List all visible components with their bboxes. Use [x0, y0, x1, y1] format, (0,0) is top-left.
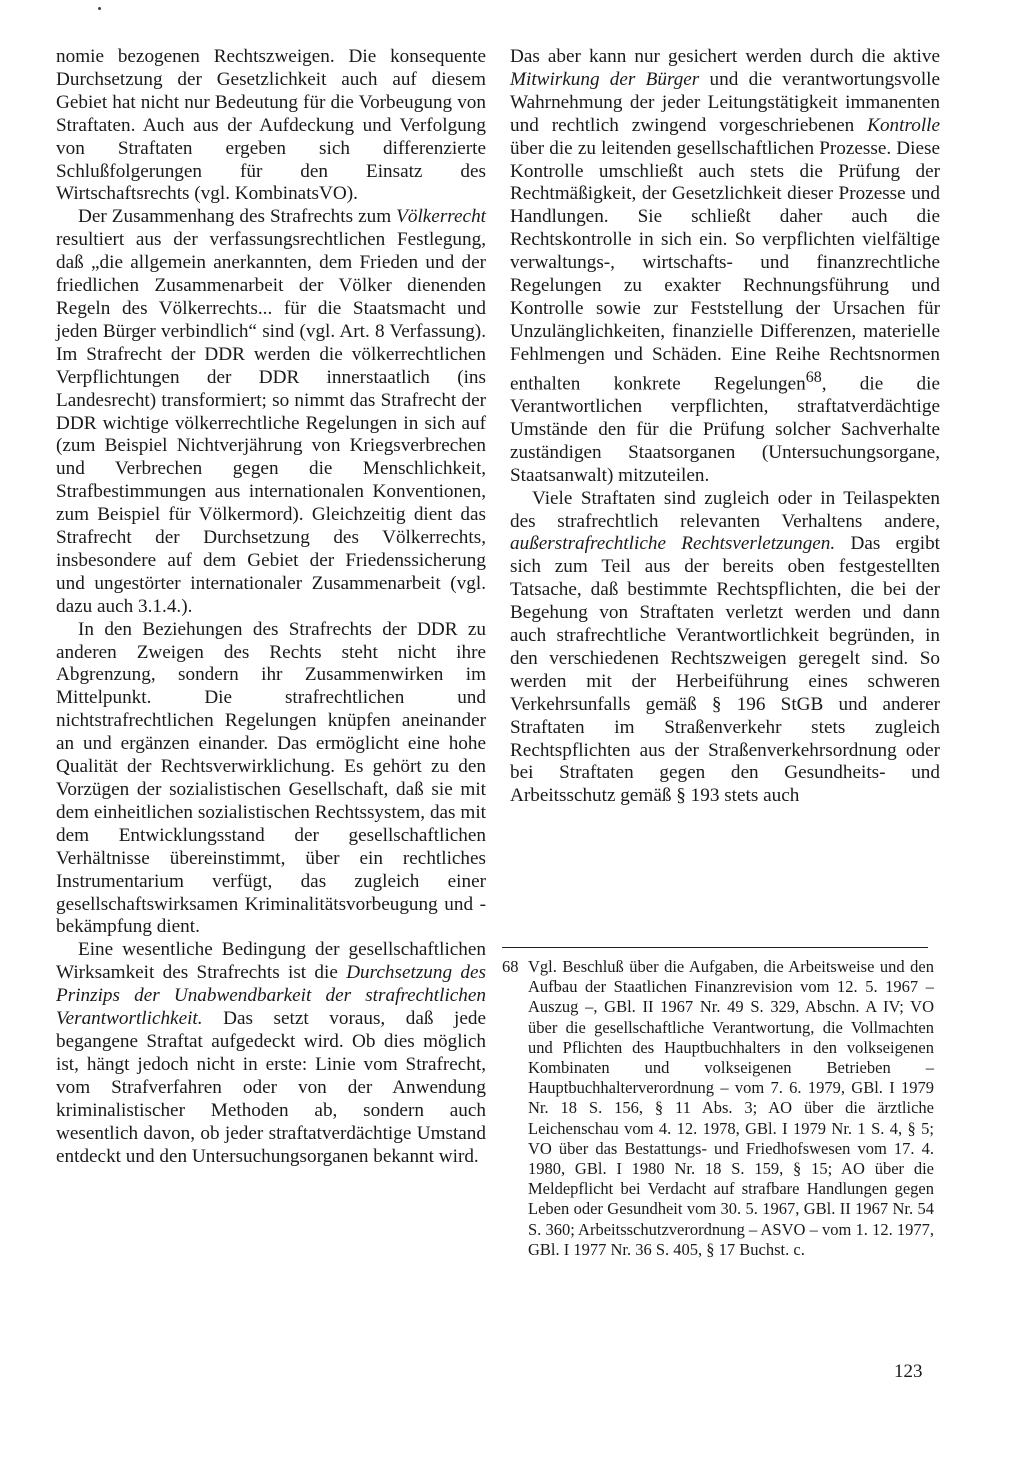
paragraph: In den Beziehungen des Strafrechts der DDR zu anderen Zweigen des Rechts steht nicht ihre Abgrenzung, sondern ihr Zusammenwirken im Mittelpunkt. Die strafrechtlichen und nichtstrafrechtlichen Regelungen knüpfen aneinander an und ergänzen einander. Das ermöglicht eine hohe Qualität der Rechtsverwirklichung. Es gehört zu den Vorzügen der sozialistischen Gesellschaft, daß sie mit dem einheitlichen sozialistischen Rechtssystem, das mit dem Entwicklungsstand der gesellschaftlichen Verhältnisse übereinstimmt, über ein rechtliches Instrumentarium verfügt, das zugleich einer gesellschaftswirksamen Kriminalitätsvorbeugung und -bekämpfung dient.: [56, 618, 486, 938]
footnote-reference[interactable]: 68: [805, 368, 822, 386]
footnote-number: 68: [502, 957, 519, 976]
text-run: Viele Straftaten sind zugleich oder in Teilaspekten des strafrechtlich relevanten Verhaltens andere,: [510, 487, 940, 532]
footnote: [502, 957, 934, 1260]
paragraph: nomie bezogenen Rechtszweigen. Die konsequente Durchsetzung der Gesetzlichkeit auch auf diesem Gebiet hat nicht nur Bedeutung für die Vorbeugung von Straftaten. Auch aus der Aufdeckung und Verfolgung von Straftaten ergeben sich differenzierte Schlußfolgerungen für den Einsatz des Wirtschaftsrechts (vgl. KombinatsVO).: [56, 46, 486, 205]
footnote-divider: [502, 947, 928, 948]
paragraph: [56, 206, 486, 618]
emphasis: Völkerrecht: [396, 206, 486, 228]
emphasis: Durchsetzung des Prinzips der Unabwendbarkeit der strafrechtlichen Verantwortlichkeit.: [56, 962, 486, 1030]
page-number: 123: [894, 1361, 923, 1382]
text-run: Eine wesentliche Bedingung der gesellschaftlichen Wirksamkeit des Strafrechts ist die: [56, 939, 486, 984]
emphasis: Kontrolle: [867, 114, 940, 136]
text-run: resultiert aus der verfassungsrechtlichen Festlegung, daß „die allgemein anerkannten, dem Frieden und der friedlichen Zusammenarbeit der Völker dienenden Regeln des Völkerrechts... für die Staatsmacht und jeden Bürger verbindlich“ sind (vgl. Art. 8 Verfassung). Im Strafrecht der DDR werden die völkerrechtlichen Verpflichtungen der DDR innerstaatlich (ins Landesrecht) transformiert; so nimmt das Strafrecht der DDR wichtige völkerrechtliche Regelungen in sich auf (zum Beispiel Nichtverjährung von Kriegsverbrechen und Verbrechen gegen die Menschlichkeit, Strafbestimmungen aus internationalen Konventionen, zum Beispiel für Völkermord). Gleichzeitig dient das Strafrecht der Durchsetzung des Völkerrechts, insbesondere auf dem Gebiet der Friedenssicherung und ungestörter internationaler Zusammenarbeit (vgl. dazu auch 3.1.4.).: [56, 229, 486, 617]
text-run: Das ergibt sich zum Teil aus der bereits oben festgestellten Tatsache, daß bestimmte Rechtspflichten, die bei der Begehung von Straftaten verletzt werden und dann auch strafrechtliche Verantwortlichkeit begründen, in den verschiedenen Rechtszweigen geregelt sind. So werden mit der Herbeiführung eines schweren Verkehrsunfalls gemäß § 196 StGB und anderer Straftaten im Straßenverkehr stets zugleich Rechtspflichten aus der Straßenverkehrsordnung oder bei Straftaten gegen den Gesundheits- und Arbeitsschutz gemäß § 193 stets auch: [510, 533, 940, 807]
scan-speck: [98, 7, 101, 10]
paragraph: [510, 46, 940, 488]
text-run: Der Zusammenhang des Strafrechts zum: [78, 206, 397, 228]
text-run: Das aber kann nur gesichert werden durch die aktive: [510, 46, 940, 67]
left-text-column: [56, 46, 486, 1168]
footnote-text: Vgl. Beschluß über die Aufgaben, die Arbeitsweise und den Aufbau der Staatlichen Finanzrevision vom 12. 5. 1967 – Auszug –, GBl. II 1967 Nr. 49 S. 329, Abschn. A IV; VO über die gesellschaftliche Verantwortung, die Vollmachten und Pflichten des Hauptbuchhalters in den volkseigenen Kombinaten und volkseigenen Betrieben – Hauptbuchhalterverordnung – vom 7. 6. 1979, GBl. I 1979 Nr. 18 S. 156, § 11 Abs. 3; AO über die ärztliche Leichenschau vom 4. 12. 1978, GBl. I 1979 Nr. 1 S. 4, § 5; VO über das Bestattungs- und Friedhofswesen vom 17. 4. 1980, GBl. I 1980 Nr. 18 S. 159, § 15; AO über die Meldepflicht bei Verdacht auf strafbare Handlungen gegen Leben oder Gesundheit vom 30. 5. 1967, GBl. II 1967 Nr. 54 S. 360; Arbeitsschutzverordnung – ASVO – vom 1. 12. 1977, GBl. I 1977 Nr. 36 S. 405, § 17 Buchst. c.: [528, 957, 934, 1259]
emphasis: außerstrafrechtliche Rechtsverletzungen.: [510, 533, 836, 555]
text-run: , die die Verantwortlichen verpflichten, straftatverdächtige Umstände den für die Prüfung solcher Sachverhalte zuständigen Staatsorganen (Untersuchungsorgane, Staatsanwalt) mitzuteilen.: [510, 373, 940, 486]
emphasis: Mitwirkung der Bürger: [510, 68, 700, 90]
text-run: über die zu leitenden gesellschaftlichen Prozesse. Diese Kontrolle umschließt auch stets die Prüfung der Rechtmäßigkeit, der Gesetzlichkeit dieser Prozesse und Handlungen. Sie schließt daher auch die Rechtskontrolle in sich ein. So verpflichten vielfältige verwaltungs-, wirtschafts- und finanzrechtliche Regelungen zu exakter Rechnungsführung und Kontrolle sowie zur Feststellung der Ursachen für Unzulänglichkeiten, finanzielle Differenzen, materielle Fehlmengen und Schäden. Eine Reihe Rechtsnormen enthalten konkrete Regelungen: [510, 137, 940, 395]
paragraph: [510, 488, 940, 809]
paragraph: [56, 939, 486, 1168]
text-run: und die verantwortungsvolle Wahrnehmung der jeder Leitungstätigkeit immanenten und rechtlich zwingend vorgeschriebenen: [510, 68, 940, 136]
right-text-column: [510, 46, 940, 808]
text-run: Das setzt voraus, daß jede begangene Straftat aufgedeckt wird. Ob dies möglich ist, hängt jedoch nicht in erste: Linie vom Strafrecht, vom Strafverfahren oder von der Anwendung kriminalistischer Methoden ab, sondern auch wesentlich davon, ob jeder straftatverdächtige Umstand entdeckt und den Untersuchungsorganen bekannt wird.: [56, 1008, 486, 1167]
